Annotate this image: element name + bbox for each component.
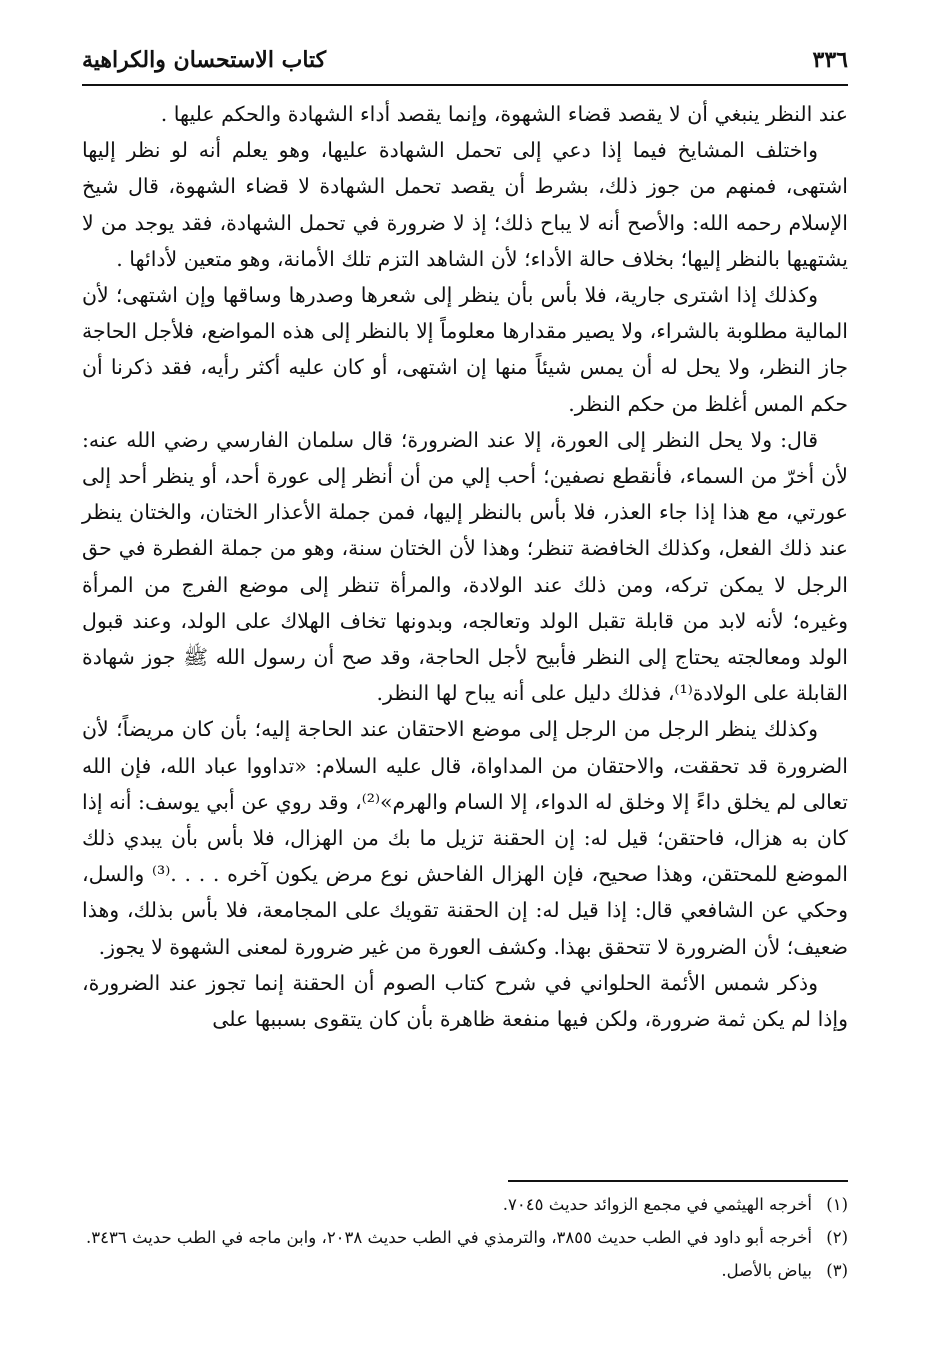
footnote-rule: [508, 1180, 848, 1182]
page-header: [82, 40, 848, 80]
footnotes: [82, 1190, 848, 1289]
footnote: [82, 1256, 848, 1285]
paragraph: عند النظر ينبغي أن لا يقصد قضاء الشهوة، وإنما يقصد أداء الشهادة والحكم عليها .: [160, 102, 848, 126]
footnote-number: (٣): [826, 1261, 848, 1280]
footnote-number: (٢): [826, 1228, 848, 1247]
footnote-text: بياض بالأصل.: [721, 1261, 812, 1280]
footnote-number: (١): [826, 1195, 848, 1214]
footnote: [82, 1190, 848, 1219]
paragraph: قال: ولا يحل النظر إلى العورة، إلا عند الضرورة؛ قال سلمان الفارسي رضي الله عنه: لأن أخرّ من السماء، فأنقطع نصفين؛ أحب إلي من أن أنظر إلى عورة أحد، أو ينظر أحد إلى عورتي، مع هذا إذا جاء العذر، فلا بأس بالنظر إليها، فمن جملة الأعذار الختان، والختان ينظر عند ذلك الفعل، وكذلك الخافضة تنظر؛ وهذا لأن الختان سنة، وهو من جملة الفطرة في حق الرجل لا يمكن تركه، ومن ذلك عند الولادة، والمرأة تنظر إلى موضع الفرج من المرأة وغيره؛ لأنه لابد من قابلة تقبل الولد وتعالجه، وبدونها تخاف الهلاك على الولد، وعند قبول الولد ومعالجته يحتاج إلى النظر فأبيح لأجل الحاجة، وقد صح أن رسول الله ﷺ جوز شهادة القابلة على الولادة⁽¹⁾، فذلك دليل على أنه يباح لها النظر.: [82, 427, 848, 706]
body-text: [82, 96, 848, 1037]
paragraph: وكذلك ينظر الرجل من الرجل إلى موضع الاحتقان عند الحاجة إليه؛ بأن كان مريضاً؛ لأن الضرورة قد تحققت، والاحتقان من المداواة، قال عليه السلام: «تداووا عباد الله، فإن الله تعالى لم يخلق داءً إلا وخلق له الدواء، إلا السام والهرم»⁽²⁾، وقد روي عن أبي يوسف: أنه إذا كان به هزال، فاحتقن؛ قيل له: إن الحقنة تزيل ما بك من الهزال، فلا بأس بأن يبدي ذلك الموضع للمحتقن، وهذا صحيح، فإن الهزال الفاحش نوع مرض يكون آخره . . . .⁽³⁾ والسل، وحكي عن الشافعي قال: إذا قيل له: إن الحقنة تقويك على المجامعة، فلا بأس بذلك، وهذا ضعيف؛ لأن الضرورة لا تتحقق بهذا. وكشف العورة من غير ضرورة لمعنى الشهوة لا يجوز.: [82, 717, 848, 959]
page-number: ٣٣٦: [812, 47, 848, 73]
paragraph: وكذلك إذا اشترى جارية، فلا بأس بأن ينظر إلى شعرها وصدرها وساقها وإن اشتهى؛ لأن المالية مطلوبة بالشراء، ولا يصير مقدارها معلوماً إلا بالنظر إلى هذه المواضع، فلأجل الحاجة جاز النظر، ولا يحل له أن يمس شيئاً منها إن اشتهى، أو كان عليه أكثر رأيه، فقد ذكرنا أن حكم المس أغلظ من حكم النظر.: [82, 283, 848, 416]
book-title: كتاب الاستحسان والكراهية: [82, 47, 327, 73]
paragraph: واختلف المشايخ فيما إذا دعي إلى تحمل الشهادة عليها، وهو يعلم أنه لو نظر إليها اشتهى، فمنهم من جوز ذلك، بشرط أن يقصد تحمل الشهادة لا قضاء الشهوة، قال شيخ الإسلام رحمه الله: والأصح أنه لا يباح ذلك؛ إذ لا ضرورة في تحمل الشهادة، فقد يوجد من لا يشتهيها بالنظر إليها؛ بخلاف حالة الأداء؛ لأن الشاهد التزم تلك الأمانة، وهو متعين لأدائها .: [82, 138, 848, 271]
paragraph: وذكر شمس الأئمة الحلواني في شرح كتاب الصوم أن الحقنة إنما تجوز عند الضرورة، وإذا لم يكن ثمة ضرورة، ولكن فيها منفعة ظاهرة بأن كان يتقوى بسببها على: [82, 970, 848, 1032]
header-rule: [82, 84, 848, 86]
footnote-text: أخرجه الهيثمي في مجمع الزوائد حديث ٧٠٤٥.: [502, 1195, 812, 1214]
footnote: [82, 1223, 848, 1252]
footnote-text: أخرجه أبو داود في الطب حديث ٣٨٥٥، والترمذي في الطب حديث ٢٠٣٨، وابن ماجه في الطب حديث ٣٤٣٦.: [86, 1228, 812, 1247]
